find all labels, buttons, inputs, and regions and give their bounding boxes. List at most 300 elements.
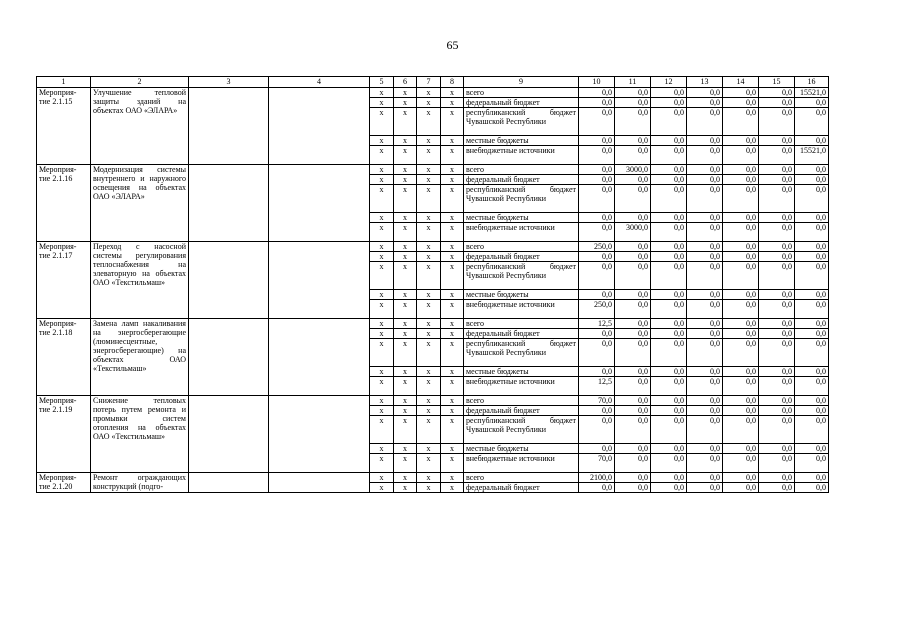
x-mark-cell: х [417,146,441,165]
x-mark-cell: х [394,396,417,406]
x-mark-cell: х [441,329,464,339]
amount-cell: 0,0 [651,454,687,473]
amount-cell: 0,0 [687,473,723,483]
amount-cell: 0,0 [615,396,651,406]
x-mark-cell: х [394,242,417,252]
amount-cell: 0,0 [687,185,723,213]
x-mark-cell: х [394,108,417,136]
amount-cell: 0,0 [615,319,651,329]
amount-cell: 0,0 [615,213,651,223]
amount-cell: 0,0 [723,377,759,396]
x-mark-cell: х [441,483,464,493]
amount-cell: 0,0 [615,242,651,252]
amount-cell: 0,0 [615,108,651,136]
amount-cell: 0,0 [723,213,759,223]
x-mark-cell: х [417,473,441,483]
header-cell: 1 [37,77,91,88]
amount-cell: 0,0 [723,175,759,185]
amount-cell: 0,0 [651,406,687,416]
funding-source: всего [464,473,579,483]
amount-cell: 0,0 [723,329,759,339]
amount-cell: 0,0 [615,473,651,483]
funding-source: местные бюджеты [464,290,579,300]
amount-cell: 0,0 [759,454,795,473]
financing-table [36,76,829,493]
amount-cell: 0,0 [687,242,723,252]
amount-cell: 0,0 [651,146,687,165]
amount-cell: 0,0 [687,136,723,146]
activity-name: Снижение тепловых потерь путем ремонта и промывки систем отопления на объектах ОАО «Текстильмаш» [91,396,189,473]
x-mark-cell: х [441,396,464,406]
amount-cell: 0,0 [759,377,795,396]
x-mark-cell: х [394,223,417,242]
x-mark-cell: х [370,319,394,329]
amount-cell: 0,0 [687,213,723,223]
amount-cell: 0,0 [615,290,651,300]
amount-cell: 0,0 [651,108,687,136]
amount-cell: 0,0 [723,262,759,290]
amount-cell: 0,0 [759,262,795,290]
x-mark-cell: х [370,185,394,213]
amount-cell: 0,0 [687,98,723,108]
amount-cell: 0,0 [615,416,651,444]
x-mark-cell: х [394,175,417,185]
x-mark-cell: х [370,146,394,165]
x-mark-cell: х [417,136,441,146]
x-mark-cell: х [370,444,394,454]
amount-cell: 0,0 [759,329,795,339]
amount-cell: 0,0 [579,406,615,416]
x-mark-cell: х [417,242,441,252]
funding-source: федеральный бюджет [464,175,579,185]
amount-cell: 0,0 [723,339,759,367]
activity-id: Мероприя- тие 2.1.15 [37,88,91,165]
x-mark-cell: х [417,319,441,329]
activity-name: Ремонт ограждающих конструкций (подго- [91,473,189,493]
header-cell: 10 [579,77,615,88]
amount-cell: 0,0 [615,377,651,396]
x-mark-cell: х [394,185,417,213]
amount-cell: 0,0 [795,185,829,213]
amount-cell: 0,0 [579,146,615,165]
header-cell: 12 [651,77,687,88]
x-mark-cell: х [370,339,394,367]
amount-cell: 0,0 [651,136,687,146]
x-mark-cell: х [394,377,417,396]
col-4-cell [269,165,370,242]
x-mark-cell: х [394,290,417,300]
x-mark-cell: х [370,300,394,319]
amount-cell: 0,0 [795,165,829,175]
amount-cell: 0,0 [615,367,651,377]
x-mark-cell: х [417,290,441,300]
amount-cell: 250,0 [579,242,615,252]
x-mark-cell: х [370,88,394,98]
x-mark-cell: х [441,367,464,377]
x-mark-cell: х [370,242,394,252]
funding-source: республиканский бюджет Чувашской Республики [464,339,579,367]
amount-cell: 0,0 [687,146,723,165]
table-body [37,77,829,493]
x-mark-cell: х [441,319,464,329]
x-mark-cell: х [417,339,441,367]
amount-cell: 0,0 [651,98,687,108]
funding-source: внебюджетные источники [464,223,579,242]
amount-cell: 0,0 [795,339,829,367]
funding-source: внебюджетные источники [464,146,579,165]
x-mark-cell: х [394,416,417,444]
amount-cell: 0,0 [795,329,829,339]
amount-cell: 0,0 [795,300,829,319]
amount-cell: 0,0 [651,252,687,262]
funding-source: всего [464,165,579,175]
amount-cell: 0,0 [759,416,795,444]
amount-cell: 0,0 [795,175,829,185]
amount-cell: 0,0 [579,339,615,367]
table-row [37,396,829,406]
amount-cell: 0,0 [795,444,829,454]
x-mark-cell: х [441,165,464,175]
amount-cell: 0,0 [579,98,615,108]
x-mark-cell: х [394,473,417,483]
x-mark-cell: х [417,416,441,444]
col-4-cell [269,88,370,165]
amount-cell: 0,0 [615,483,651,493]
x-mark-cell: х [441,108,464,136]
funding-source: местные бюджеты [464,213,579,223]
amount-cell: 0,0 [687,339,723,367]
x-mark-cell: х [394,262,417,290]
header-row [37,77,829,88]
amount-cell: 0,0 [795,483,829,493]
activity-id: Мероприя- тие 2.1.17 [37,242,91,319]
amount-cell: 15521,0 [795,146,829,165]
amount-cell: 0,0 [579,290,615,300]
amount-cell: 0,0 [723,136,759,146]
funding-source: всего [464,396,579,406]
amount-cell: 0,0 [795,213,829,223]
amount-cell: 0,0 [651,319,687,329]
amount-cell: 0,0 [651,262,687,290]
table-row [37,319,829,329]
amount-cell: 12,5 [579,377,615,396]
x-mark-cell: х [394,329,417,339]
x-mark-cell: х [417,329,441,339]
amount-cell: 0,0 [615,185,651,213]
amount-cell: 0,0 [651,242,687,252]
funding-source: местные бюджеты [464,367,579,377]
col-3-cell [189,396,269,473]
x-mark-cell: х [417,444,441,454]
amount-cell: 0,0 [579,329,615,339]
x-mark-cell: х [441,416,464,444]
amount-cell: 0,0 [795,262,829,290]
x-mark-cell: х [417,454,441,473]
amount-cell: 0,0 [651,396,687,406]
x-mark-cell: х [370,213,394,223]
x-mark-cell: х [394,88,417,98]
x-mark-cell: х [417,300,441,319]
amount-cell: 0,0 [759,406,795,416]
funding-source: местные бюджеты [464,136,579,146]
amount-cell: 0,0 [687,396,723,406]
amount-cell: 0,0 [615,339,651,367]
amount-cell: 0,0 [579,136,615,146]
amount-cell: 0,0 [615,406,651,416]
amount-cell: 0,0 [759,319,795,329]
header-cell: 14 [723,77,759,88]
x-mark-cell: х [370,396,394,406]
amount-cell: 0,0 [795,454,829,473]
x-mark-cell: х [370,108,394,136]
amount-cell: 0,0 [579,223,615,242]
amount-cell: 0,0 [723,416,759,444]
amount-cell: 0,0 [759,88,795,98]
amount-cell: 0,0 [579,175,615,185]
amount-cell: 0,0 [795,319,829,329]
amount-cell: 0,0 [759,290,795,300]
x-mark-cell: х [394,339,417,367]
amount-cell: 0,0 [651,339,687,367]
table-row [37,473,829,483]
x-mark-cell: х [441,175,464,185]
x-mark-cell: х [370,136,394,146]
amount-cell: 0,0 [795,377,829,396]
amount-cell: 0,0 [723,483,759,493]
x-mark-cell: х [394,367,417,377]
amount-cell: 0,0 [795,136,829,146]
amount-cell: 0,0 [759,483,795,493]
activity-id: Мероприя- тие 2.1.16 [37,165,91,242]
amount-cell: 0,0 [579,252,615,262]
x-mark-cell: х [441,213,464,223]
amount-cell: 0,0 [687,262,723,290]
amount-cell: 0,0 [579,262,615,290]
funding-source: местные бюджеты [464,444,579,454]
funding-source: всего [464,242,579,252]
amount-cell: 0,0 [759,108,795,136]
amount-cell: 0,0 [795,367,829,377]
amount-cell: 0,0 [651,213,687,223]
amount-cell: 0,0 [651,165,687,175]
amount-cell: 0,0 [615,88,651,98]
funding-source: внебюджетные источники [464,300,579,319]
x-mark-cell: х [441,252,464,262]
col-3-cell [189,88,269,165]
funding-source: федеральный бюджет [464,98,579,108]
x-mark-cell: х [417,175,441,185]
table-row [37,88,829,98]
x-mark-cell: х [441,185,464,213]
amount-cell: 0,0 [723,108,759,136]
amount-cell: 0,0 [759,396,795,406]
amount-cell: 3000,0 [615,165,651,175]
funding-source: внебюджетные источники [464,454,579,473]
table-row [37,165,829,175]
amount-cell: 0,0 [615,454,651,473]
amount-cell: 0,0 [687,329,723,339]
amount-cell: 0,0 [723,454,759,473]
amount-cell: 0,0 [795,290,829,300]
amount-cell: 0,0 [687,290,723,300]
x-mark-cell: х [370,252,394,262]
amount-cell: 0,0 [687,416,723,444]
funding-source: республиканский бюджет Чувашской Республики [464,262,579,290]
x-mark-cell: х [441,290,464,300]
x-mark-cell: х [370,416,394,444]
funding-source: федеральный бюджет [464,406,579,416]
x-mark-cell: х [441,88,464,98]
amount-cell: 0,0 [759,252,795,262]
amount-cell: 0,0 [579,165,615,175]
header-cell: 6 [394,77,417,88]
amount-cell: 3000,0 [615,223,651,242]
x-mark-cell: х [370,223,394,242]
x-mark-cell: х [394,146,417,165]
amount-cell: 0,0 [759,175,795,185]
amount-cell: 0,0 [723,406,759,416]
col-3-cell [189,473,269,493]
header-cell: 9 [464,77,579,88]
amount-cell: 0,0 [795,396,829,406]
col-4-cell [269,473,370,493]
amount-cell: 0,0 [759,223,795,242]
amount-cell: 0,0 [651,290,687,300]
amount-cell: 0,0 [687,88,723,98]
funding-source: внебюджетные источники [464,377,579,396]
x-mark-cell: х [441,136,464,146]
x-mark-cell: х [370,454,394,473]
amount-cell: 0,0 [723,165,759,175]
x-mark-cell: х [394,319,417,329]
amount-cell: 0,0 [723,88,759,98]
amount-cell: 0,0 [651,444,687,454]
funding-source: всего [464,319,579,329]
x-mark-cell: х [417,108,441,136]
x-mark-cell: х [441,473,464,483]
amount-cell: 0,0 [759,300,795,319]
amount-cell: 0,0 [651,185,687,213]
col-3-cell [189,165,269,242]
x-mark-cell: х [417,406,441,416]
x-mark-cell: х [370,165,394,175]
amount-cell: 0,0 [579,483,615,493]
x-mark-cell: х [394,136,417,146]
amount-cell: 0,0 [795,406,829,416]
amount-cell: 0,0 [615,262,651,290]
activity-id: Мероприя- тие 2.1.19 [37,396,91,473]
amount-cell: 0,0 [723,444,759,454]
amount-cell: 0,0 [615,444,651,454]
amount-cell: 0,0 [687,175,723,185]
amount-cell: 12,5 [579,319,615,329]
header-cell: 4 [269,77,370,88]
amount-cell: 0,0 [723,367,759,377]
x-mark-cell: х [394,300,417,319]
amount-cell: 0,0 [687,406,723,416]
amount-cell: 0,0 [723,252,759,262]
amount-cell: 0,0 [579,416,615,444]
amount-cell: 0,0 [723,98,759,108]
x-mark-cell: х [417,213,441,223]
funding-source: федеральный бюджет [464,483,579,493]
x-mark-cell: х [370,473,394,483]
amount-cell: 0,0 [723,473,759,483]
header-cell: 2 [91,77,189,88]
x-mark-cell: х [370,98,394,108]
funding-source: республиканский бюджет Чувашской Республики [464,185,579,213]
amount-cell: 0,0 [795,242,829,252]
x-mark-cell: х [370,377,394,396]
amount-cell: 0,0 [759,165,795,175]
x-mark-cell: х [394,213,417,223]
x-mark-cell: х [370,175,394,185]
x-mark-cell: х [417,377,441,396]
amount-cell: 0,0 [651,377,687,396]
activity-id: Мероприя- тие 2.1.20 [37,473,91,493]
x-mark-cell: х [394,454,417,473]
col-3-cell [189,319,269,396]
header-cell: 13 [687,77,723,88]
x-mark-cell: х [370,262,394,290]
amount-cell: 0,0 [759,98,795,108]
amount-cell: 0,0 [759,444,795,454]
x-mark-cell: х [370,483,394,493]
x-mark-cell: х [441,146,464,165]
amount-cell: 0,0 [651,367,687,377]
amount-cell: 0,0 [723,146,759,165]
amount-cell: 0,0 [687,252,723,262]
amount-cell: 0,0 [687,367,723,377]
amount-cell: 0,0 [723,300,759,319]
amount-cell: 0,0 [723,290,759,300]
x-mark-cell: х [441,242,464,252]
x-mark-cell: х [441,98,464,108]
amount-cell: 0,0 [579,444,615,454]
amount-cell: 0,0 [687,165,723,175]
amount-cell: 0,0 [687,319,723,329]
x-mark-cell: х [441,300,464,319]
amount-cell: 0,0 [795,473,829,483]
activity-id: Мероприя- тие 2.1.18 [37,319,91,396]
amount-cell: 0,0 [687,108,723,136]
x-mark-cell: х [370,290,394,300]
x-mark-cell: х [417,396,441,406]
amount-cell: 0,0 [615,252,651,262]
x-mark-cell: х [441,454,464,473]
x-mark-cell: х [370,406,394,416]
activity-name: Улучшение тепловой защиты зданий на объектах ОАО «ЭЛАРА» [91,88,189,165]
x-mark-cell: х [441,223,464,242]
amount-cell: 0,0 [687,483,723,493]
amount-cell: 250,0 [579,300,615,319]
amount-cell: 0,0 [651,175,687,185]
x-mark-cell: х [441,377,464,396]
x-mark-cell: х [417,223,441,242]
header-cell: 7 [417,77,441,88]
amount-cell: 0,0 [723,319,759,329]
amount-cell: 0,0 [615,136,651,146]
amount-cell: 0,0 [687,454,723,473]
page-number: 65 [446,38,459,52]
col-4-cell [269,396,370,473]
activity-name: Переход с насосной системы регулирования теплоснабжения на элеваторную на объектах ОАО «Текстильмаш» [91,242,189,319]
col-3-cell [189,242,269,319]
amount-cell: 0,0 [723,185,759,213]
amount-cell: 70,0 [579,454,615,473]
x-mark-cell: х [370,367,394,377]
x-mark-cell: х [417,98,441,108]
